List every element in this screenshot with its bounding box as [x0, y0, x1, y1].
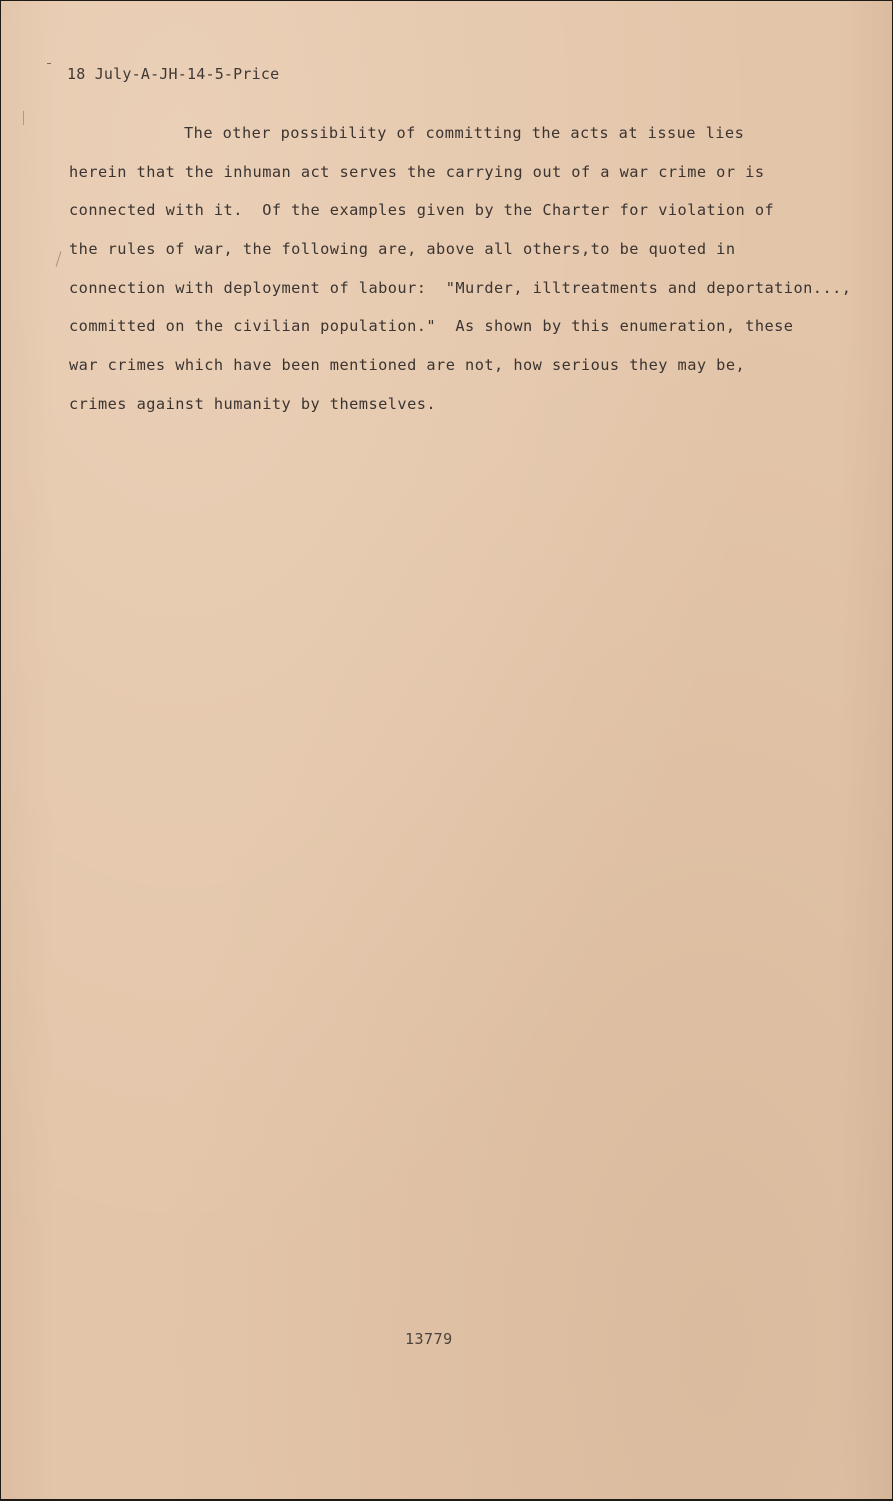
- body-line: connected with it. Of the examples given by the Charter for violation of: [69, 201, 775, 220]
- body-line: The other possibility of committing the acts at issue lies: [184, 124, 745, 142]
- document-body: [69, 121, 869, 431]
- body-line: war crimes which have been mentioned are not, how serious they may be,: [69, 356, 746, 375]
- body-line: crimes against humanity by themselves.: [69, 394, 437, 413]
- body-line: the rules of war, the following are, above all others,to be quoted in: [69, 240, 736, 259]
- margin-mark: [56, 251, 62, 267]
- margin-mark: [47, 63, 51, 64]
- document-page: [1, 1, 892, 1499]
- document-reference: 18 July-A-JH-14-5-Price: [67, 65, 280, 83]
- body-line: connection with deployment of labour: "Murder, illtreatments and deportation...,: [69, 278, 852, 297]
- body-line: committed on the civilian population." As shown by this enumeration, these: [69, 317, 794, 336]
- page-number: 13779: [405, 1330, 453, 1348]
- body-line: herein that the inhuman act serves the carrying out of a war crime or is: [69, 162, 765, 181]
- margin-mark: [23, 111, 24, 125]
